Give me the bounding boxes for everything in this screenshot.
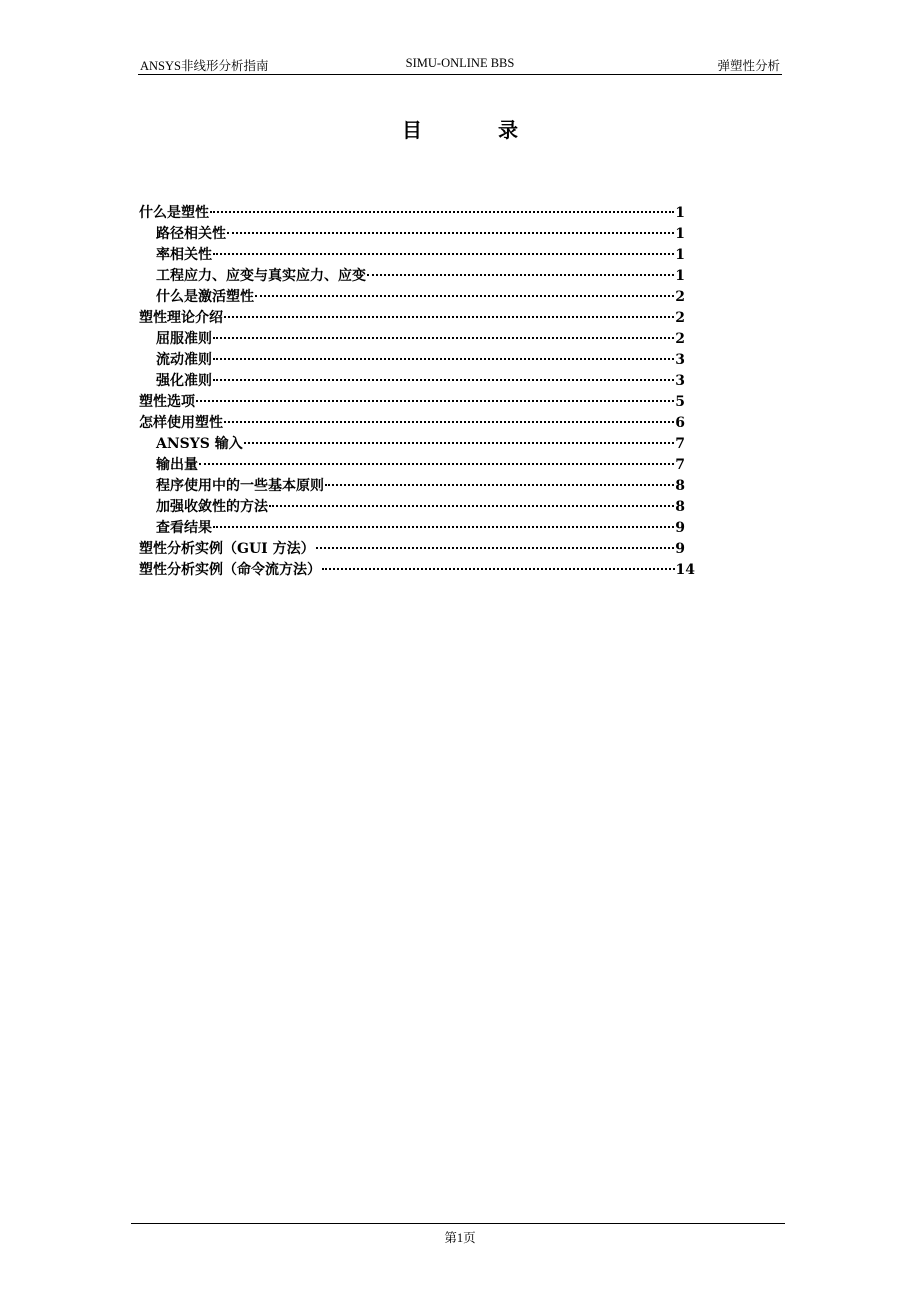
toc-entry-label: 塑性分析实例（GUI 方法）: [139, 541, 315, 557]
toc-entry-page: 1: [675, 226, 685, 242]
toc-entry-page: 3: [675, 373, 685, 389]
toc-entry-page: 8: [675, 499, 685, 515]
toc-entry-label: 加强收敛性的方法: [156, 499, 268, 515]
toc-entry-label: ANSYS 输入: [156, 436, 243, 452]
toc-entry-label: 怎样使用塑性: [139, 415, 223, 431]
page-title: [0, 114, 920, 143]
toc-entry-label: 屈服准则: [156, 331, 212, 347]
toc-entry-page: 8: [675, 478, 685, 494]
toc-entry[interactable]: [139, 497, 685, 518]
toc-entry[interactable]: [139, 392, 685, 413]
toc-entry[interactable]: [139, 476, 685, 497]
toc-entry-label: 率相关性: [156, 247, 212, 263]
toc-leader-dots: [244, 442, 675, 444]
footer-divider: [131, 1223, 785, 1224]
toc-entry-label: 什么是激活塑性: [156, 289, 254, 305]
toc-entry[interactable]: [139, 266, 685, 287]
toc-entry-page: 9: [675, 541, 685, 557]
toc-leader-dots: [325, 484, 674, 486]
toc-entry-label: 工程应力、应变与真实应力、应变: [156, 268, 366, 284]
toc-entry[interactable]: [139, 539, 685, 560]
toc-entry-page: 1: [675, 205, 685, 221]
toc-entry-label: 塑性分析实例（命令流方法）: [139, 562, 321, 578]
toc-entry-label: 程序使用中的一些基本原则: [156, 478, 324, 494]
toc-entry-page: 7: [675, 457, 685, 473]
toc-leader-dots: [213, 253, 674, 255]
toc-leader-dots: [199, 463, 674, 465]
toc-leader-dots: [213, 358, 674, 360]
toc-entry-label: 查看结果: [156, 520, 212, 536]
toc-entry-label: 塑性选项: [139, 394, 195, 410]
toc-entry-label: 路径相关性: [156, 226, 226, 242]
toc-entry-page: 5: [675, 394, 685, 410]
toc-leader-dots: [224, 316, 674, 318]
toc-entry[interactable]: [139, 329, 685, 350]
toc-entry[interactable]: [139, 560, 695, 581]
toc-leader-dots: [316, 547, 675, 549]
toc-leader-dots: [210, 211, 674, 213]
toc-entry-page: 3: [675, 352, 685, 368]
toc-entry[interactable]: [139, 518, 685, 539]
toc-leader-dots: [213, 379, 674, 381]
toc-entry[interactable]: [139, 371, 685, 392]
toc-entry-page: 9: [675, 520, 685, 536]
toc-entry-label: 什么是塑性: [139, 205, 209, 221]
toc-entry-page: 2: [675, 310, 685, 326]
toc-leader-dots: [227, 232, 674, 234]
toc-entry[interactable]: [139, 413, 685, 434]
toc-entry[interactable]: [139, 308, 685, 329]
toc-entry[interactable]: [139, 224, 685, 245]
toc-entry-page: 2: [675, 331, 685, 347]
header-doc-title: ANSYS非线形分析指南: [140, 59, 269, 73]
toc-leader-dots: [269, 505, 674, 507]
toc-entry[interactable]: [139, 287, 685, 308]
toc-entry[interactable]: [139, 455, 685, 476]
toc-entry[interactable]: [139, 434, 685, 455]
toc-leader-dots: [196, 400, 674, 402]
toc-entry-label: 强化准则: [156, 373, 212, 389]
toc-entry-page: 7: [675, 436, 685, 452]
toc-entry-page: 1: [675, 268, 685, 284]
toc-entry-page: 2: [675, 289, 685, 305]
toc-entry-label: 塑性理论介绍: [139, 310, 223, 326]
toc-entry-label: 流动准则: [156, 352, 212, 368]
toc-entry-page: 6: [675, 415, 685, 431]
page-number: 第1页: [444, 1231, 476, 1245]
page-header: [138, 56, 782, 75]
header-site-name: SIMU-ONLINE BBS: [405, 56, 515, 70]
toc-entry[interactable]: [139, 203, 685, 224]
toc-leader-dots: [213, 337, 674, 339]
title-char-1: 目: [402, 118, 422, 142]
toc-leader-dots: [224, 421, 674, 423]
header-section-name: 弹塑性分析: [717, 59, 780, 73]
toc-leader-dots: [255, 295, 674, 297]
toc-entry[interactable]: [139, 350, 685, 371]
toc-leader-dots: [322, 568, 675, 570]
toc-entry[interactable]: [139, 245, 685, 266]
toc-leader-dots: [213, 526, 674, 528]
toc-leader-dots: [367, 274, 674, 276]
toc-entry-page: 1: [675, 247, 685, 263]
toc-entry-page: 14: [675, 562, 695, 578]
toc-entry-label: 输出量: [156, 457, 198, 473]
table-of-contents: [139, 203, 695, 581]
title-char-2: 录: [498, 118, 518, 142]
